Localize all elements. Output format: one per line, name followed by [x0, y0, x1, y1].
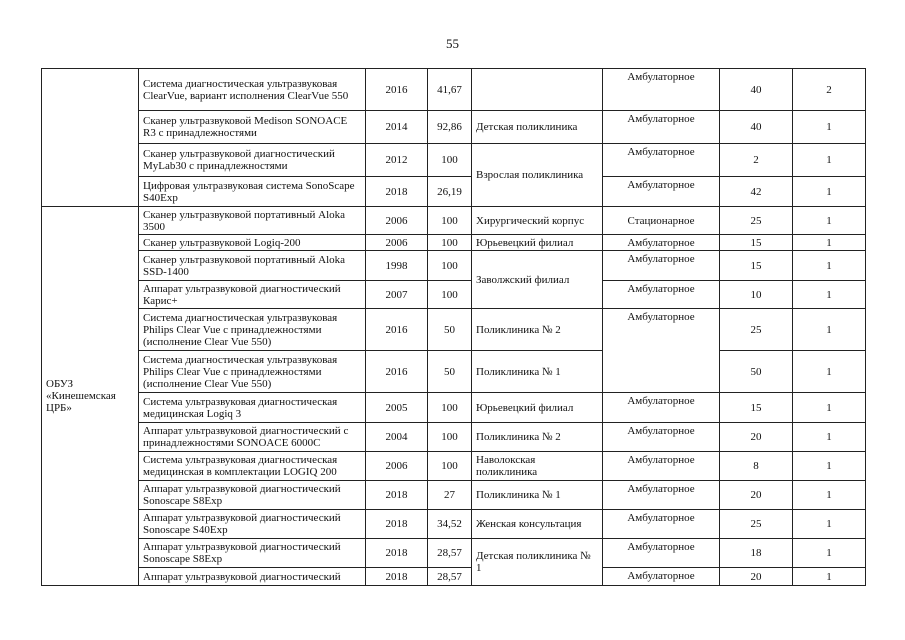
count-cell: 1: [793, 510, 866, 539]
care-cell: Амбулаторное: [603, 144, 720, 177]
care-cell: Амбулаторное: [603, 393, 720, 423]
count-cell: 1: [793, 309, 866, 351]
year-cell: 2018: [366, 568, 428, 586]
unit-cell: Детская поликлиника: [472, 111, 603, 144]
year-cell: 1998: [366, 251, 428, 281]
count-cell: 1: [793, 144, 866, 177]
unit-cell: Юрьевецкий филиал: [472, 393, 603, 423]
wear-cell: 27: [428, 481, 472, 510]
unit-cell: Поликлиника № 2: [472, 309, 603, 351]
table-row: [42, 393, 866, 423]
care-cell: Амбулаторное: [603, 69, 720, 111]
care-cell: Амбулаторное: [603, 111, 720, 144]
load-cell: 50: [720, 351, 793, 393]
equipment-cell: Система диагностическая ультразвуковая ClearVue, вариант исполнения ClearVue 550: [139, 69, 366, 111]
load-cell: 8: [720, 452, 793, 481]
load-cell: 15: [720, 393, 793, 423]
care-cell: Амбулаторное: [603, 423, 720, 452]
wear-cell: 34,52: [428, 510, 472, 539]
wear-cell: 50: [428, 309, 472, 351]
equipment-cell: Аппарат ультразвуковой диагностический Sonoscape S8Exp: [139, 539, 366, 568]
equipment-cell: Аппарат ультразвуковой диагностический с принадлежностями SONOACE 6000C: [139, 423, 366, 452]
year-cell: 2018: [366, 481, 428, 510]
wear-cell: 100: [428, 207, 472, 235]
equipment-cell: Цифровая ультразвуковая система SonoScape S40Exp: [139, 177, 366, 207]
equipment-cell: Система ультразвуковая диагностическая медицинская в комплектации LOGIQ 200: [139, 452, 366, 481]
care-cell: Амбулаторное: [603, 251, 720, 281]
care-cell: Амбулаторное: [603, 510, 720, 539]
year-cell: 2005: [366, 393, 428, 423]
wear-cell: 100: [428, 423, 472, 452]
count-cell: 1: [793, 452, 866, 481]
year-cell: 2006: [366, 207, 428, 235]
load-cell: 18: [720, 539, 793, 568]
care-cell: Амбулаторное: [603, 281, 720, 309]
table-row: [42, 452, 866, 481]
load-cell: 10: [720, 281, 793, 309]
equipment-table: [41, 68, 866, 586]
table-row: [42, 568, 866, 586]
care-cell: Амбулаторное: [603, 309, 720, 393]
wear-cell: 100: [428, 393, 472, 423]
wear-cell: 100: [428, 452, 472, 481]
count-cell: 1: [793, 423, 866, 452]
table-row: [42, 111, 866, 144]
wear-cell: 100: [428, 251, 472, 281]
count-cell: 1: [793, 568, 866, 586]
unit-cell: Поликлиника № 1: [472, 351, 603, 393]
table-row: [42, 207, 866, 235]
year-cell: 2014: [366, 111, 428, 144]
unit-cell: Поликлиника № 2: [472, 423, 603, 452]
load-cell: 40: [720, 69, 793, 111]
count-cell: 1: [793, 207, 866, 235]
table-row: [42, 481, 866, 510]
table-row: [42, 539, 866, 568]
wear-cell: 100: [428, 144, 472, 177]
year-cell: 2006: [366, 452, 428, 481]
year-cell: 2016: [366, 309, 428, 351]
year-cell: 2007: [366, 281, 428, 309]
equipment-cell: Система диагностическая ультразвуковая Philips Clear Vue с принадлежностями (исполнение Clear Vue 550): [139, 351, 366, 393]
care-cell: Амбулаторное: [603, 481, 720, 510]
load-cell: 25: [720, 309, 793, 351]
care-cell: Амбулаторное: [603, 177, 720, 207]
unit-cell: Хирургический корпус: [472, 207, 603, 235]
load-cell: 15: [720, 251, 793, 281]
equipment-cell: Сканер ультразвуковой диагностический MyLab30 с принадлежностями: [139, 144, 366, 177]
table-row: [42, 251, 866, 281]
unit-cell: Детская поликлиника № 1: [472, 539, 603, 586]
table-row: [42, 309, 866, 351]
year-cell: 2018: [366, 510, 428, 539]
unit-cell: Женская консультация: [472, 510, 603, 539]
table-row: [42, 510, 866, 539]
equipment-cell: Сканер ультразвуковой Medison SONOACE R3 с принадлежностями: [139, 111, 366, 144]
equipment-cell: Аппарат ультразвуковой диагностический Карис+: [139, 281, 366, 309]
equipment-cell: Аппарат ультразвуковой диагностический Sonoscape S40Exp: [139, 510, 366, 539]
page-number: 55: [446, 36, 459, 51]
unit-cell: Взрослая поликлиника: [472, 144, 603, 207]
year-cell: 2018: [366, 177, 428, 207]
wear-cell: 28,57: [428, 568, 472, 586]
care-cell: Амбулаторное: [603, 452, 720, 481]
equipment-cell: Сканер ультразвуковой портативный Aloka SSD-1400: [139, 251, 366, 281]
unit-cell: Юрьевецкий филиал: [472, 235, 603, 251]
equipment-cell: Аппарат ультразвуковой диагностический: [139, 568, 366, 586]
load-cell: 20: [720, 568, 793, 586]
wear-cell: 100: [428, 281, 472, 309]
wear-cell: 41,67: [428, 69, 472, 111]
equipment-cell: Сканер ультразвуковой Logiq-200: [139, 235, 366, 251]
year-cell: 2006: [366, 235, 428, 251]
year-cell: 2018: [366, 539, 428, 568]
care-cell: Стационарное: [603, 207, 720, 235]
org-cell: ОБУЗ «Кинешемская ЦРБ»: [42, 207, 139, 586]
unit-cell: Наволокская поликлиника: [472, 452, 603, 481]
table-row: [42, 423, 866, 452]
count-cell: 1: [793, 481, 866, 510]
load-cell: 42: [720, 177, 793, 207]
table-row: [42, 281, 866, 309]
year-cell: 2016: [366, 69, 428, 111]
table-row: [42, 235, 866, 251]
count-cell: 1: [793, 393, 866, 423]
care-cell: Амбулаторное: [603, 539, 720, 568]
wear-cell: 26,19: [428, 177, 472, 207]
count-cell: 1: [793, 177, 866, 207]
equipment-cell: Сканер ультразвуковой портативный Aloka 3500: [139, 207, 366, 235]
table-row: [42, 177, 866, 207]
year-cell: 2016: [366, 351, 428, 393]
year-cell: 2004: [366, 423, 428, 452]
org-cell: [42, 69, 139, 207]
count-cell: 1: [793, 111, 866, 144]
count-cell: 1: [793, 281, 866, 309]
load-cell: 20: [720, 423, 793, 452]
unit-cell: Заволжский филиал: [472, 251, 603, 309]
table-row: [42, 69, 866, 111]
wear-cell: 28,57: [428, 539, 472, 568]
unit-cell: [472, 69, 603, 111]
load-cell: 25: [720, 207, 793, 235]
load-cell: 15: [720, 235, 793, 251]
equipment-cell: Аппарат ультразвуковой диагностический Sonoscape S8Exp: [139, 481, 366, 510]
table-row: [42, 144, 866, 177]
care-cell: Амбулаторное: [603, 235, 720, 251]
year-cell: 2012: [366, 144, 428, 177]
table-row: [42, 351, 866, 393]
wear-cell: 50: [428, 351, 472, 393]
equipment-cell: Система диагностическая ультразвуковая Philips Clear Vue с принадлежностями (исполнение Clear Vue 550): [139, 309, 366, 351]
load-cell: 25: [720, 510, 793, 539]
count-cell: 1: [793, 351, 866, 393]
count-cell: 1: [793, 235, 866, 251]
count-cell: 1: [793, 251, 866, 281]
wear-cell: 100: [428, 235, 472, 251]
load-cell: 2: [720, 144, 793, 177]
care-cell: Амбулаторное: [603, 568, 720, 586]
load-cell: 20: [720, 481, 793, 510]
load-cell: 40: [720, 111, 793, 144]
equipment-cell: Система ультразвуковая диагностическая медицинская Logiq 3: [139, 393, 366, 423]
unit-cell: Поликлиника № 1: [472, 481, 603, 510]
count-cell: 1: [793, 539, 866, 568]
wear-cell: 92,86: [428, 111, 472, 144]
count-cell: 2: [793, 69, 866, 111]
